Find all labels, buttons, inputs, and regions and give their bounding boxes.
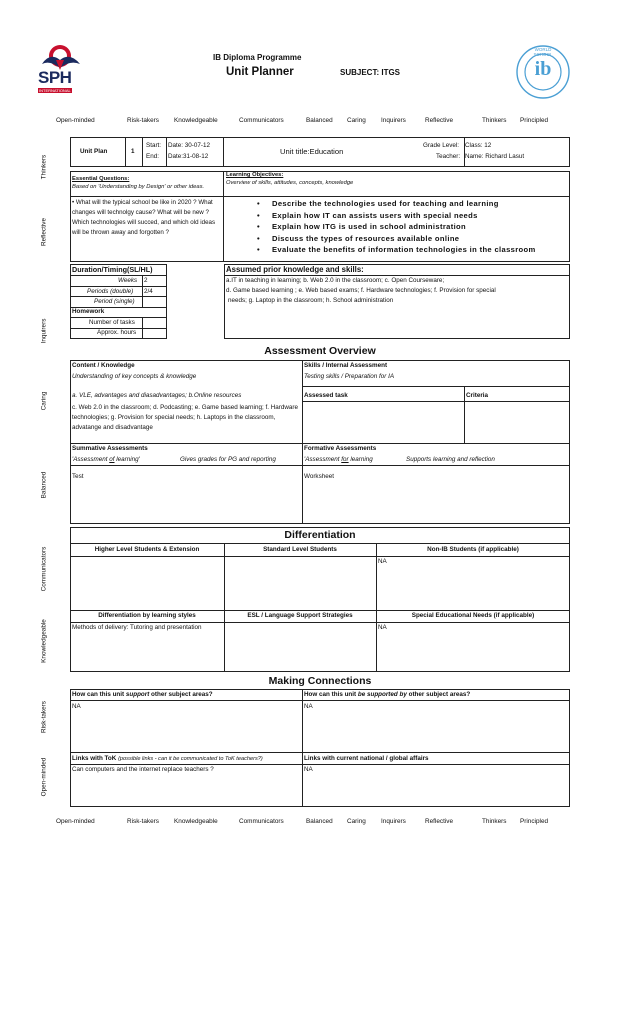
ib-world-school-logo — [516, 45, 570, 99]
grade-value: Class: 12 — [465, 142, 492, 149]
prior-line-3: needs; g. Laptop in the classroom; h. School administration — [228, 297, 394, 304]
objective-item: • Discuss the types of resources available online — [272, 233, 536, 245]
skills-heading: Skills / Internal Assessment — [304, 362, 388, 369]
profile-inquirers: Inquirers — [381, 117, 406, 124]
profile-thinkers: Thinkers — [482, 117, 507, 124]
end-label: End: — [146, 153, 159, 160]
duration-heading: Duration/Timing(SL/HL) — [72, 265, 153, 274]
profile-balanced: Balanced — [306, 117, 333, 124]
diff-col-special-needs: Special Educational Needs (if applicable) — [411, 612, 535, 619]
summative-note: Gives grades for PG and reporting — [180, 456, 276, 463]
end-date: Date:31-08-12 — [168, 153, 209, 160]
objective-item: • Evaluate the benefits of information technologies in the classroom — [272, 244, 536, 256]
side-label-open-minded: Open-minded — [40, 757, 48, 797]
objective-item: • Explain how IT can assists users with special needs — [272, 210, 536, 222]
objective-item: • Explain how ITG is used in school administration — [272, 221, 536, 233]
profile-thinkers: Thinkers — [482, 818, 507, 825]
profile-open-minded: Open-minded — [56, 818, 95, 825]
objective-item: • Describe the technologies used for teaching and learning — [272, 198, 536, 210]
periods-double-label: Periods (double) — [87, 288, 134, 295]
profile-principled: Principled — [520, 818, 549, 825]
content-subheading: Understanding of key concepts & knowledge — [72, 373, 197, 380]
prior-line-1: a.IT in teaching in learning; b. Web 2.0 in the classroom; c. Open Courseware; — [226, 277, 445, 284]
profile-caring: Caring — [347, 117, 366, 124]
formative-sub-for: for — [341, 456, 349, 463]
tok-heading-text: Links with ToK — [72, 755, 117, 762]
side-label-inquirers: Inquirers — [40, 318, 48, 344]
school-logo-text: SPH — [38, 68, 72, 87]
differentiation-title: Differentiation — [284, 529, 356, 541]
page-title: Unit Planner — [226, 66, 294, 78]
profile-inquirers: Inquirers — [381, 818, 406, 825]
diff-col-standard-level: Standard Level Students — [263, 546, 337, 553]
side-label-reflective: Reflective — [40, 217, 48, 247]
summative-sub-part1: 'Assessment — [72, 456, 110, 463]
diff-col-esl: ESL / Language Support Strategies — [247, 612, 353, 619]
periods-double-value: 2/4 — [144, 288, 153, 295]
formative-note: Supports learning and reflection — [406, 456, 495, 463]
side-label-balanced: Balanced — [40, 471, 48, 499]
essential-questions-text: • What will the typical school be like in 2020 ? What changes will technolgy cause? What will be new ? Which technologies will succed, and which old ideas will be thrown away and forgotten ? — [72, 199, 216, 236]
ib-logo-ring-text: WORLD SCHOOL — [533, 47, 553, 57]
profile-communicators: Communicators — [239, 818, 284, 825]
start-label: Start: — [146, 142, 162, 149]
side-label-communicators: Communicators — [40, 546, 48, 592]
q1-emphasis: support — [125, 691, 150, 698]
content-line-1: a. VLE, advantages and diasadvantages; b.Online resources — [72, 392, 242, 399]
summative-text: Test — [72, 473, 84, 480]
diff-non-ib-text: NA — [378, 558, 387, 565]
diff-special-needs-text: NA — [378, 624, 387, 631]
hours-label: Approx. hours — [97, 329, 137, 336]
school-logo-subtext: INTERNATIONAL — [39, 88, 71, 93]
q2-part1: How can this unit — [304, 691, 358, 698]
teacher-value: Name: Richard Lasut — [465, 153, 525, 160]
formative-sub-part1: 'Assessment — [304, 456, 342, 463]
summative-subheading — [72, 456, 140, 465]
q1-part1: How can this unit — [72, 691, 126, 698]
weeks-label: Weeks — [118, 277, 138, 284]
connections-answer-support: NA — [72, 703, 81, 710]
objectives-heading: Learning Objectives: — [226, 172, 284, 178]
content-text: c. Web 2.0 in the classroom; d. Podcasting; e. Game based learning; f. Hardware technologies; g. Provision for special needs; h. Laptops in the classroom, advatange and disadvantage — [72, 404, 298, 431]
formative-sub-part2: learning — [348, 456, 373, 463]
programme-label: IB Diploma Programme — [213, 53, 302, 62]
diff-col-higher-level: Higher Level Students & Extension — [94, 546, 200, 553]
profile-balanced: Balanced — [306, 818, 333, 825]
side-label-caring: Caring — [40, 391, 48, 411]
profile-communicators: Communicators — [239, 117, 284, 124]
tok-links-heading — [72, 755, 263, 764]
tok-links-text: Can computers and the internet replace teachers ? — [72, 766, 214, 773]
diff-col-non-ib: Non-IB Students (if applicable) — [427, 546, 519, 553]
unit-plan-label: Unit Plan — [80, 148, 108, 155]
profile-open-minded: Open-minded — [56, 117, 95, 124]
tok-subheading-text: (possible links - can it be communicated to ToK teachers?) — [118, 756, 263, 762]
homework-label: Homework — [72, 308, 105, 315]
unit-title: Unit title:Education — [280, 147, 344, 156]
teacher-label: Teacher: — [436, 153, 461, 160]
objectives-subheading: Overview of skills, attitudes, concepts, knowledge — [226, 180, 354, 186]
connections-title: Making Connections — [268, 675, 372, 687]
connections-question-support — [72, 691, 213, 700]
weeks-value: 2 — [144, 277, 148, 284]
q2-part2: other subject areas? — [406, 691, 471, 698]
profile-reflective: Reflective — [425, 818, 454, 825]
school-logo — [36, 42, 86, 98]
tasks-label: Number of tasks — [89, 319, 135, 326]
side-label-thinkers: Thinkers — [40, 154, 48, 180]
prior-knowledge-heading: Assumed prior knowledge and skills: — [226, 265, 364, 274]
connections-question-supported — [304, 691, 470, 700]
grade-label: Grade Level: — [423, 142, 460, 149]
questions-heading: Essential Questions: — [72, 176, 130, 182]
criteria-label: Criteria — [466, 392, 489, 399]
profile-reflective: Reflective — [425, 117, 454, 124]
profile-risk-takers: Risk-takers — [127, 818, 159, 825]
ib-logo-letters: ib — [534, 58, 552, 80]
prior-line-2: d. Game based learning ; e. Web based exams; f. Hardware technologies; f. Provision for special — [226, 287, 496, 294]
objectives-list — [272, 198, 536, 256]
formative-heading: Formative Assessments — [304, 445, 377, 452]
global-links-text: NA — [304, 766, 313, 773]
assessment-title: Assessment Overview — [264, 345, 376, 357]
q1-part2: other subject areas? — [149, 691, 213, 698]
diff-col-learning-styles: Differentiation by learning styles — [98, 612, 196, 619]
skills-subheading: Testing skills / Preparation for IA — [304, 373, 395, 380]
side-label-knowledgeable: Knowledgeable — [40, 619, 48, 663]
q2-emphasis: be supported by — [357, 691, 407, 698]
summative-heading: Summative Assessments — [72, 445, 148, 452]
formative-text: Worksheet — [304, 473, 334, 480]
subject-label: SUBJECT: ITGS — [340, 68, 401, 77]
summative-sub-part2: learning' — [114, 456, 140, 463]
side-label-risk-takers: Risk-takers — [40, 701, 48, 733]
formative-subheading — [304, 456, 373, 465]
connections-answer-supported: NA — [304, 703, 313, 710]
start-date: Date: 30-07-12 — [168, 142, 211, 149]
period-single-label: Period (single) — [94, 298, 135, 305]
profile-caring: Caring — [347, 818, 366, 825]
diff-learning-styles-text: Methods of delivery: Tutoring and presentation — [72, 624, 202, 631]
assessed-task-label: Assessed task — [304, 392, 348, 399]
profile-principled: Principled — [520, 117, 549, 124]
profile-knowledgeable: Knowledgeable — [174, 117, 218, 124]
profile-knowledgeable: Knowledgeable — [174, 818, 218, 825]
profile-risk-takers: Risk-takers — [127, 117, 159, 124]
unit-plan-number: 1 — [131, 148, 135, 155]
questions-subheading: Based on 'Understanding by Design' or other ideas. — [72, 184, 205, 190]
global-links-heading: Links with current national / global affairs — [304, 755, 429, 762]
summative-sub-of: of — [109, 456, 115, 463]
content-heading: Content / Knowledge — [72, 362, 135, 369]
